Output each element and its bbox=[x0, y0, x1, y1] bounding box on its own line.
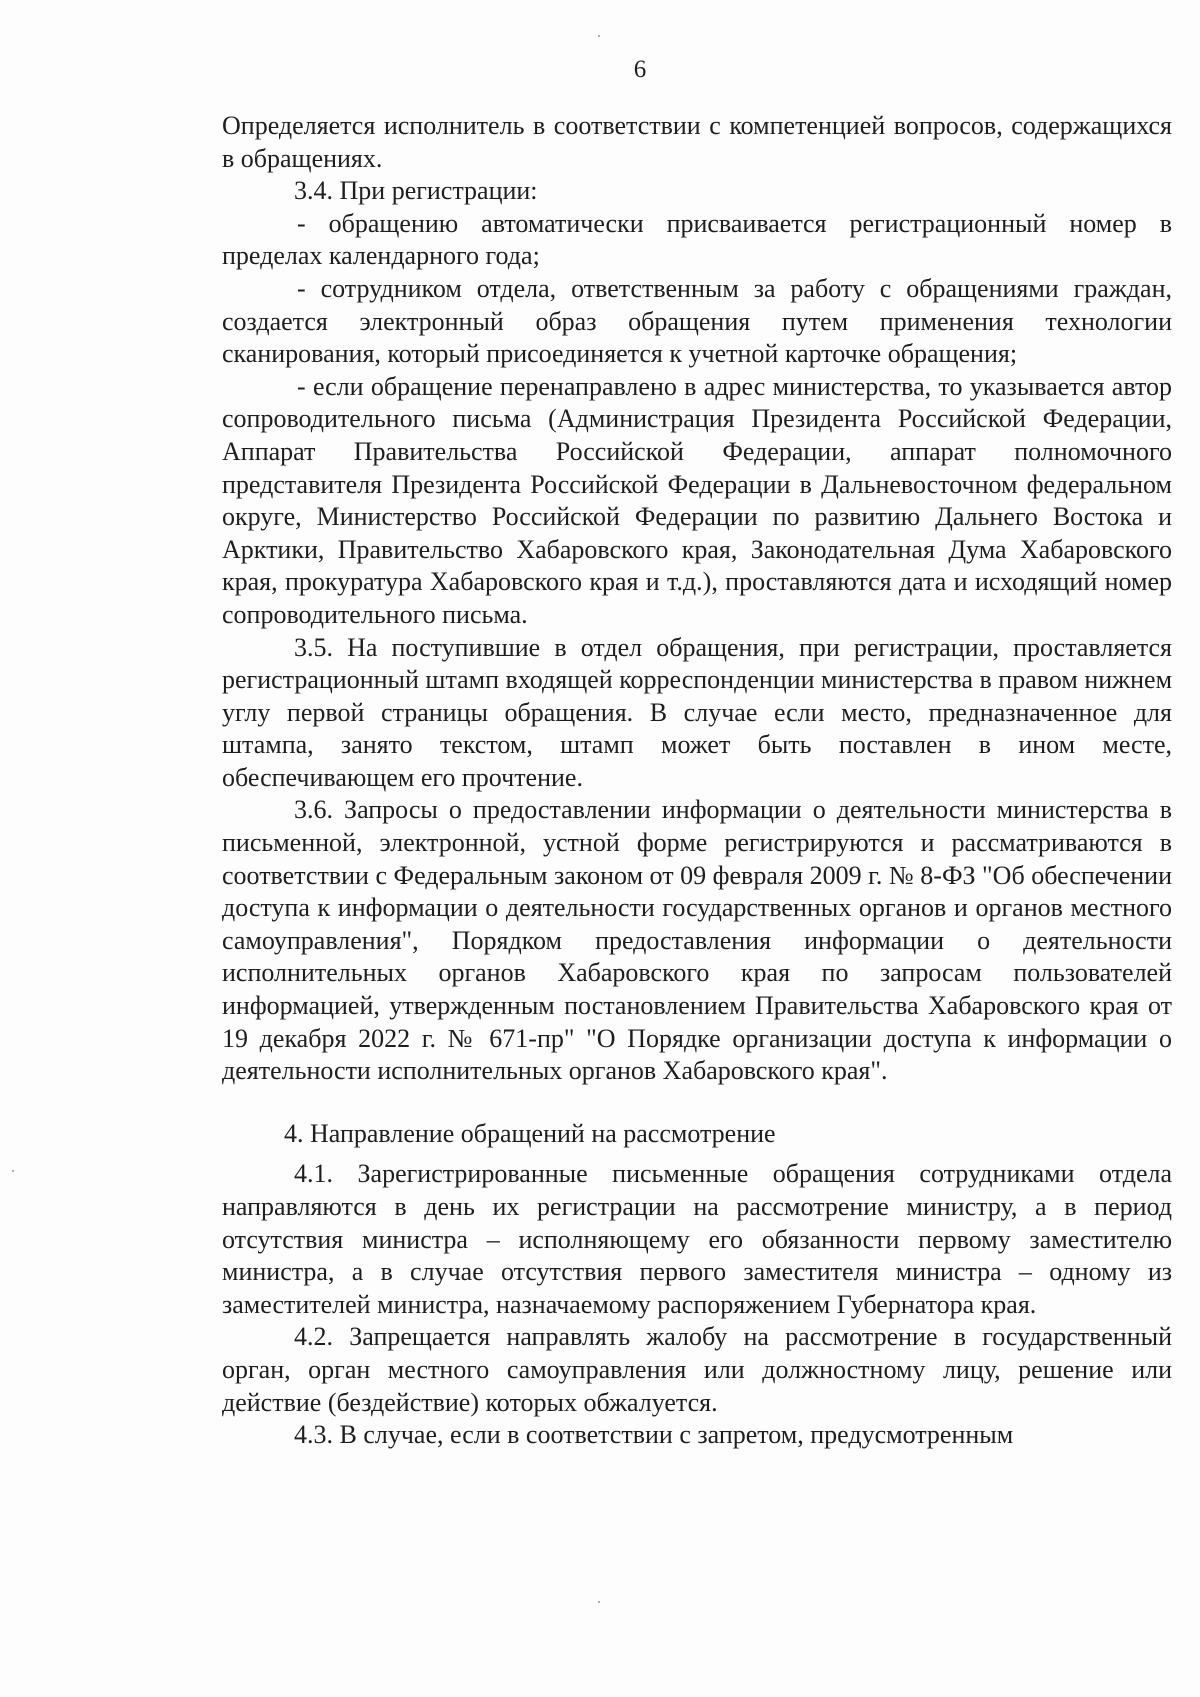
list-item-scan-image: - сотрудником отдела, ответственным за работу с обращениями граждан, создается электронный образ обращения путем применения технологии сканирования, который присоединяется к учетной карточке обращения; bbox=[222, 273, 1172, 369]
paragraph-3-4: 3.4. При регистрации: bbox=[294, 176, 538, 206]
paragraph-4-2: 4.2. Запрещается направлять жалобу на рассмотрение в государственный орган, орган местного самоуправления или должностному лицу, решение или действие (бездействие) которых обжалуется. bbox=[222, 1322, 1172, 1417]
paragraph-3-6: 3.6. Запросы о предоставлении информации о деятельности министерства в письменной, электронной, устной форме регистрируются и рассматриваются в соответствии с Федеральным законом от 09 февраля 2009 г. № 8-ФЗ "Об обеспечении доступа к информации о деятельности государственных органов и органов местного самоуправления", Порядком предоставления информации о деятельности исполнительных органов Хабаровского края по запросам пользователей информацией, утвержденным постановлением Правительства Хабаровского края от 19 декабря 2022 г. № 671-пр" "О Порядке организации доступа к информации о деятельности исполнительных органов Хабаровского края". bbox=[222, 795, 1172, 1086]
scan-speck bbox=[598, 35, 600, 37]
paragraph-4-1: 4.1. Зарегистрированные письменные обращения сотрудниками отдела направляются в день их регистрации на рассмотрение министру, а в период отсутствия министра – исполняющему его обязанности первому заместителю министра, а в случае отсутствия первого заместителя министра – одному из заместителей министра, назначаемому распоряжением Губернатора края. bbox=[222, 1159, 1172, 1319]
paragraph-3-5: 3.5. На поступившие в отдел обращения, при регистрации, проставляется регистрационный штамп входящей корреспонденции министерства в правом нижнем углу первой страницы обращения. В случае если место, предназначенное для штампа, занято текстом, штамп может быть поставлен в ином месте, обеспечивающем его прочтение. bbox=[222, 632, 1173, 792]
list-item-auto-number: - обращению автоматически присваивается регистрационный номер в пределах календарного года; bbox=[222, 208, 1172, 271]
page-number: 6 bbox=[633, 56, 647, 83]
scan-speck bbox=[12, 1170, 14, 1172]
section-heading-4: 4. Направление обращений на рассмотрение bbox=[284, 1118, 776, 1148]
paragraph-executor: Определяется исполнитель в соответствии с компетенцией вопросов, содержащихся в обращениях. bbox=[222, 111, 1172, 173]
list-item-redirected-letter: - если обращение перенаправлено в адрес министерства, то указывается автор сопроводительного письма (Администрация Президента Российской Федерации, Аппарат Правительства Российской Федерации, аппарат полномочного представителя Президента Российской Федерации в Дальневосточном федеральном округе, Министерство Российской Федерации по развитию Дальнего Востока и Арктики, Правительство Хабаровского края, Законодательная Дума Хабаровского края, прокуратура Хабаровского края и т.д.), проставляются дата и исходящий номер сопроводительного письма. bbox=[222, 371, 1172, 629]
document-body bbox=[222, 110, 1172, 1452]
paragraph-4-3: 4.3. В случае, если в соответствии с запретом, предусмотренным bbox=[294, 1420, 1014, 1450]
scan-speck bbox=[598, 1601, 600, 1603]
